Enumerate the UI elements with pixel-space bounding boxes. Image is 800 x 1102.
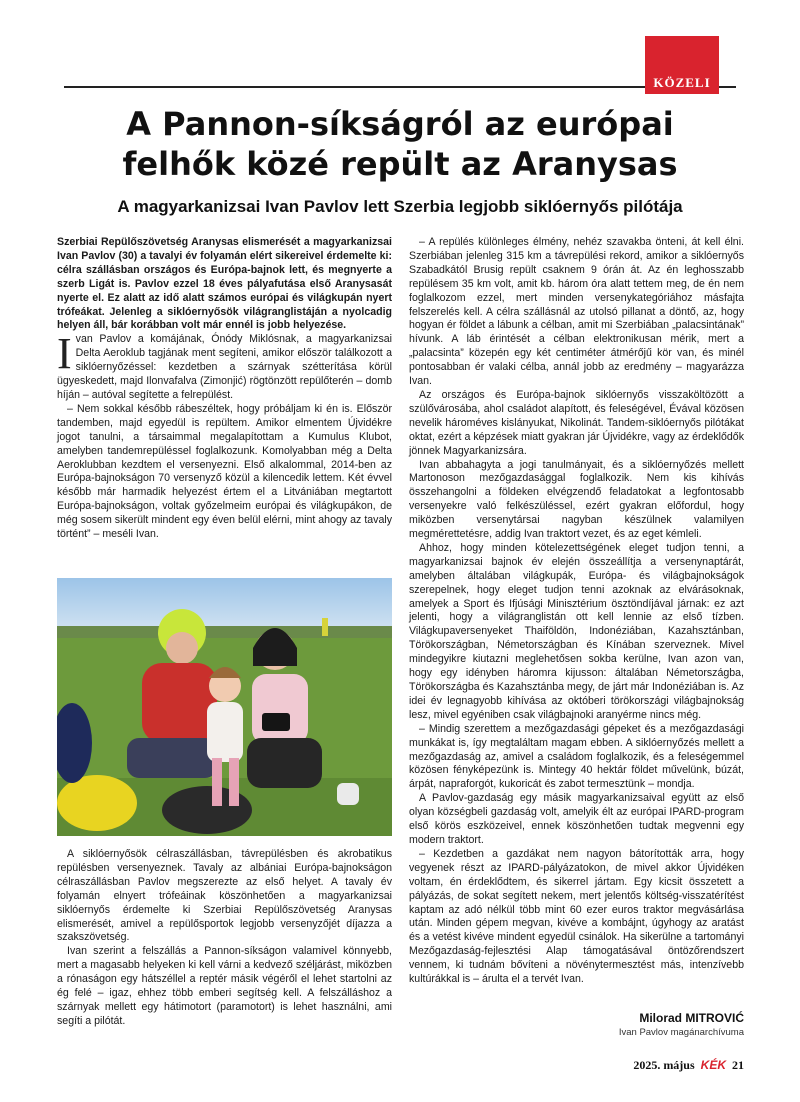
family-photo-illustration bbox=[57, 578, 392, 836]
right-column bbox=[409, 236, 744, 987]
header-rule bbox=[64, 86, 736, 88]
body-paragraph: Ivan szerint a felszállás a Pannon-síkságon valamivel könnyebb, mert a magasabb helyeken ki kell várni a kedvező széljárást, miközben a rónaságon egy hátszéllel a reptér másik végéről el lehet startolni az ég felé – igaz, ehhez több emberi segítség kell. A felszálláshoz a szárnyak mellett egy hátimotort (paramotort) is lehet használni, ami segíti a pilótát. bbox=[57, 945, 392, 1027]
article-title bbox=[60, 104, 740, 184]
body-paragraph: – A repülés különleges élmény, nehéz szavakba önteni, át kell élni. Szerbiában jelenleg 315 km a távrepülési rekord, amikor a siklóernyős Szabadkától Brusig repült csaknem 9 órán át. Az én leghosszabb repülésem 35 km volt, amit kb. három óra alatt tettem meg, de én nem foglalkozom ezzel, mert minden versenykategóriához másfajta felszerelés kell. A célra szállásnál az utolsó pillanat a döntő, az, hogy hogyan ér földet a lábunk a célban, amit mi Szerbiában „palacsintának” hívunk. A láb érintését a célban elektronikusan mérik, mert a „palacsinta” közepén egy két centiméter átmérőjű kör van, és minél pontosabban ér valaki célba, annál jobb az eredmény – magyarázza Ivan. bbox=[409, 236, 744, 388]
drop-cap: I bbox=[57, 329, 72, 379]
body-paragraph: – Mindig szerettem a mezőgazdasági gépeket és a mezőgazdasági munkákat is, így megtaláltam magam ebben. A siklóernyőzés mellett a mezőgazdaság az, amivel a családom foglalkozik, és a feleségemmel közösen fényképezünk is. Mintegy 40 hektár földet művelünk, búzát, árpát, napraforgót, kukoricát és zabot termesztünk – mondja. bbox=[409, 722, 744, 791]
article-subtitle: A magyarkanizsai Ivan Pavlov lett Szerbia legjobb siklóernyős pilótája bbox=[117, 197, 683, 216]
title-line-2: felhők közé repült az Aranysas bbox=[122, 145, 678, 183]
lead-paragraph: Szerbiai Repülőszövetség Aranysas elismerését a magyarkanizsai Ivan Pavlov (30) a tavalyi év folyamán elért sikereivel érdemelte ki: célra szállásban országos és Európa-bajnok lett, és megnyerte a szerb Ligát is. Pavlov ezzel 18 éves pályafutása első Aranysasát nyerte el. Ez alatt az idő alatt számos európai és világkupán nyert trófeákat. Jelenleg a siklóernyősök világranglistáján a nyolcadig helyen áll, bár korábban volt már ennél is jobb helyezése. bbox=[57, 236, 392, 332]
page-footer bbox=[633, 1058, 744, 1073]
body-paragraph: Ahhoz, hogy minden kötelezettségének eleget tudjon tenni, a magyarkanizsai bajnok év elején összeállítja a versenynaptárát, amelyben általában világkupák, Európa- és világbajnokságok szerepelnek, hogy eleget tudjon tenni azoknak az elvárásoknak, amelyek a Sport és Ifjúsági Minisztérium ösztöndíjával járnak: ez azt jelenti, hogy a világranglistán ott kell lennie az első tízben. Világkupaversenyeket Thaiföldön, Indonéziában, Kazahsztánban, Törökországban, Németországban és Kínában szerveznek. Mivel mindegyikre kiutazni meglehetősen sokba kerülne, Ivan azon van, hogy egy idényben háromra kijusson: általában Németországba, Törökországba és Kazahsztánba megy, de járt már Indonéziában is. Az idei év legnagyobb kihívása az októberi törökországi világbajnokság lesz, mivel egyéniben csak világbajnoki aranyérme nincs még. bbox=[409, 541, 744, 721]
magazine-logo: KÉK bbox=[700, 1058, 726, 1072]
body-paragraph: A Pavlov-gazdaság egy másik magyarkanizsaival együtt az első olyan községbeli gazdaság volt, amelyik élt az európai IPARD-program első körös eszközeivel, ennek köszönhetően tudtak megvenni egy modern traktort. bbox=[409, 792, 744, 846]
body-paragraph: Az országos és Európa-bajnok siklóernyős visszaköltözött a szülővárosába, ahol családot alapított, és feleségével, Évával közösen nevelik hároméves kislányukat, Nikolinát. Tandem-siklóernyős pilótákat oktat, ezért a képzések miatt gyakran jár Újvidékre, vagy az érdeklődők jönnek Magyarkanizsára. bbox=[409, 388, 744, 457]
left-column bbox=[57, 236, 392, 542]
left-lower-column bbox=[57, 848, 392, 1029]
issue-date: 2025. május bbox=[633, 1058, 695, 1072]
body-paragraph: Ivan Pavlov a komájának, Ónódy Miklósnak, a magyarkanizsai Delta Aeroklub tagjának ment segíteni, amikor először találkozott a siklóernyőzéssel: kezdetben a szárnyak szétterítása körül ügyeskedett, majd Ilonvafalva (Zimonjić) rögtönzött repülőterén – domb híján – autóval segítette a felrepülést. bbox=[57, 329, 392, 401]
photo-credit: Ivan Pavlov magánarchívuma bbox=[618, 1027, 744, 1038]
section-tag bbox=[645, 36, 719, 94]
page-number: 21 bbox=[732, 1058, 744, 1072]
body-paragraph: – Kezdetben a gazdákat nem nagyon bátorították arra, hogy vegyenek részt az IPARD-pályázatokon, de mivel akkor Újvidéken voltam, én érdeklődtem, és sikerrel jártam. Egy kicsit összetett a pályázás, de sokat segített nekem, mert jelentős költség-visszatérítést kaptam az adó nélkül több mint 60 ezer euros traktor megvásárlása után. Minden gépem megvan, kivéve a kombájnt, úgyhogy az aratást és a vetést kivéve mindent egyedül csinálok. Ha sikerülne a tartományi Mezőgazdaság-fejlesztési Alap támogatásával öntözőrendszert vennem, ki tudnám bővíteni a növénytermesztést más, intenzívebb kultúrákkal is – árulta el a tervét Ivan. bbox=[409, 847, 744, 986]
author-name: Milorad MITROVIĆ bbox=[639, 1011, 744, 1025]
body-paragraph: A siklóernyősök célraszállásban, távrepülésben és akrobatikus repülésben versenyeznek. Tavaly az albániai Európa-bajnokságon célraszállásban Pavlov megszerezte az első helyet. A tavaly év folyamán elnyert trófeáinak köszönhetően a magyarkanizsai siklóernyős érdemelte ki Szerbiai Repülőszövetség Aranysas elismerését, amivel a repülősportok legjobb versenyzőjét díjazza a szakszövetség. bbox=[57, 848, 392, 944]
article-photo bbox=[57, 578, 392, 836]
section-tag-label: KÖZELI bbox=[653, 75, 711, 90]
body-paragraph: Ivan abbahagyta a jogi tanulmányait, és a siklóernyőzés mellett Martonoson mezőgazdasággal foglalkozik. Nem kis kihívás összehangolni a földeken elvégzendő feladatokat a legfontosabb versenyekre való felkészüléssel, ezért gyakran előfordul, hogy miközben versenytársai nagyban készülnek valamilyen megmérettetésre, addig Ivan traktort vezet, és az eget kémleli. bbox=[409, 458, 744, 541]
title-line-1: A Pannon-síkságról az európai bbox=[126, 105, 674, 143]
body-paragraph: – Nem sokkal később rábeszéltek, hogy próbáljam ki én is. Először tandemben, majd egyedül is repültem. Amikor elmentem Újvidékre jogot tanulni, a társaimmal megalapítottam a Kumulus Klubot, amelyben tandemrepüléssel foglalkozunk. Komolyabban még a Delta Aeroklubban kezdtem el versenyezni. Első alkalommal, 2014-ben az Európa-bajnokságon 70 versenyző közül a kilencedik lettem. Két évvel később már harmadik helyezést értem el a Litvániában megtartott Európa-bajnokságon, voltak győzelmeim európai és világkupákon, de még sosem sikerült mindent egy éven belül elérni, mint ahogy az tavaly történt” – meséli Ivan. bbox=[57, 402, 392, 541]
